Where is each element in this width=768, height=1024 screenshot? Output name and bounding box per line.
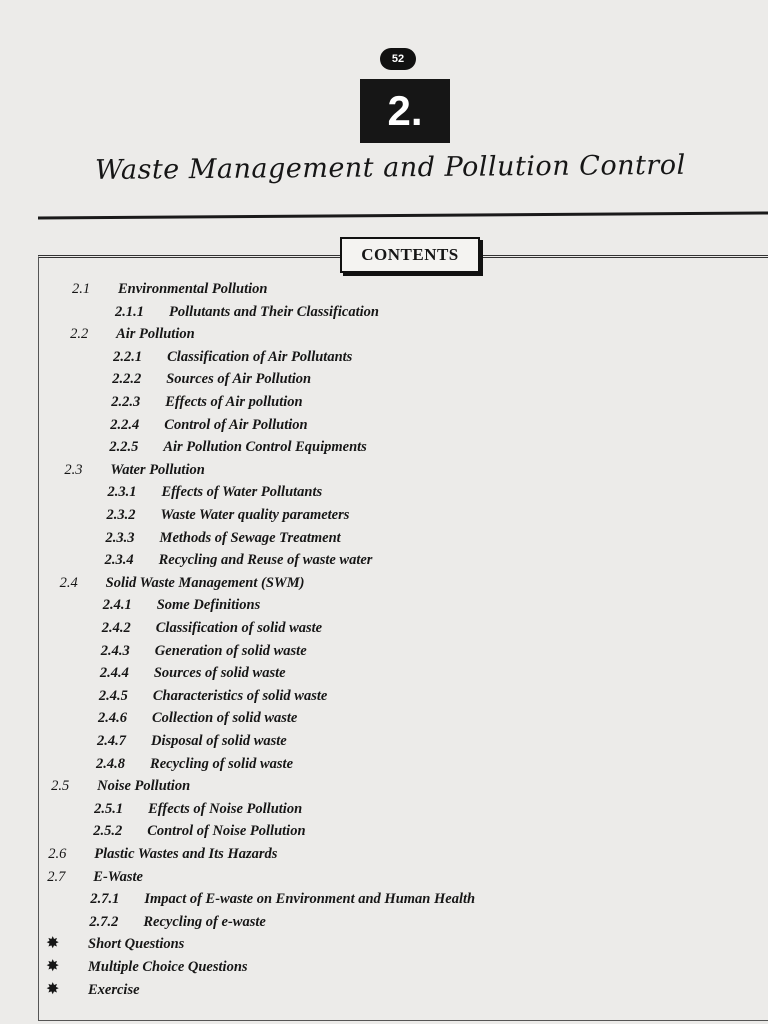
toc-entry-number: 2.7.2 — [89, 913, 119, 930]
toc-entry-title: Sources of solid waste — [153, 665, 286, 682]
toc-entry-title: Short Questions — [88, 936, 185, 953]
toc-entry-number: 2.4.2 — [101, 620, 131, 636]
contents-heading: CONTENTS — [340, 237, 480, 273]
toc-entry — [112, 370, 311, 388]
page-number: 52 — [380, 48, 416, 70]
toc-entry-number: 2.3.4 — [104, 552, 134, 569]
toc-entry — [101, 642, 307, 660]
toc-entry-number: 2.1 — [72, 281, 91, 297]
toc-entry-title: Generation of solid waste — [154, 642, 307, 659]
toc-entry-title: Effects of Noise Pollution — [148, 800, 303, 817]
toc-entry — [46, 958, 248, 976]
toc-entry-number: 2.4.3 — [100, 642, 130, 659]
toc-entry-title: Noise Pollution — [97, 778, 191, 795]
toc-entry-number: 2.1.1 — [115, 303, 145, 320]
toc-entry-title: Recycling of solid waste — [150, 755, 294, 772]
toc-entry-title: Some Definitions — [156, 597, 261, 614]
toc-entry-number: 2.4 — [59, 574, 78, 591]
toc-entry — [89, 913, 265, 931]
toc-entry-number: 2.5 — [51, 778, 70, 795]
toc-entry-title: Impact of E-waste on Environment and Human Health — [144, 891, 476, 908]
toc-entry — [109, 438, 366, 456]
toc-entry-title: Sources of Air Pollution — [166, 371, 312, 388]
toc-entry-title: Air Pollution Control Equipments — [163, 439, 367, 456]
toc-entry-title: Plastic Wastes and Its Hazards — [94, 846, 278, 862]
toc-entry — [47, 868, 143, 886]
toc-entry-number: 2.3.3 — [105, 529, 135, 546]
chapter-title: Waste Management and Pollution Control — [94, 149, 686, 186]
toc-entry-number: 2.5.1 — [94, 800, 124, 817]
toc-entry — [111, 393, 302, 411]
toc-entry — [72, 280, 267, 298]
toc-entry — [51, 777, 190, 795]
toc-entry-title: Multiple Choice Questions — [88, 959, 248, 975]
toc-entry-title: Effects of Water Pollutants — [161, 484, 323, 501]
toc-entry — [64, 461, 204, 479]
toc-entry — [96, 755, 293, 773]
toc-entry — [60, 574, 305, 592]
toc-entry — [94, 800, 302, 818]
toc-entry — [70, 325, 195, 343]
toc-entry — [106, 529, 341, 547]
toc-entry — [105, 551, 373, 569]
toc-entry-number: 2.7.1 — [90, 891, 120, 908]
toc-entry — [99, 687, 327, 705]
toc-entry-title: Classification of solid waste — [155, 620, 323, 636]
toc-entry — [93, 822, 305, 840]
toc-entry-number: 2.7 — [47, 868, 66, 885]
toc-entry — [46, 981, 140, 999]
toc-entry-title: Methods of Sewage Treatment — [159, 529, 341, 546]
toc-entry-number: 2.2.2 — [112, 371, 142, 388]
toc-entry — [90, 890, 475, 908]
toc-entry — [98, 709, 297, 727]
toc-entry-number: 2.3.1 — [107, 484, 137, 501]
toc-entry-title: Recycling and Reuse of waste water — [158, 552, 373, 569]
toc-entry-number: 2.4.1 — [102, 597, 132, 614]
toc-entry-title: Exercise — [88, 981, 140, 998]
toc-entry-number: 2.5.2 — [93, 823, 123, 840]
chapter-number: 2. — [360, 79, 450, 143]
toc-entry-title: Solid Waste Management (SWM) — [105, 574, 305, 591]
toc-entry-title: Control of Noise Pollution — [147, 823, 306, 840]
toc-entry — [97, 732, 287, 750]
toc-entry — [107, 483, 322, 501]
toc-entry — [107, 506, 350, 524]
toc-entry-number: 2.2 — [70, 326, 89, 343]
toc-entry-title: Air Pollution — [116, 326, 195, 343]
bullet-icon: ✸ — [46, 958, 60, 975]
toc-entry-title: Effects of Air pollution — [165, 394, 303, 410]
toc-entry-number: 2.6 — [48, 846, 67, 862]
toc-entry — [48, 845, 277, 863]
toc-entry — [46, 935, 184, 953]
toc-entry-number: 2.4.8 — [96, 755, 126, 772]
toc-entry-number: 2.2.5 — [109, 439, 139, 456]
toc-entry-number: 2.2.3 — [111, 394, 141, 410]
toc-entry-number: 2.4.6 — [97, 710, 127, 727]
toc-entry-number: 2.4.5 — [98, 687, 128, 704]
toc-entry-number: 2.3.2 — [106, 507, 136, 523]
toc-entry-title: E-Waste — [93, 868, 143, 885]
toc-entry-number: 2.3 — [64, 461, 83, 478]
toc-entry-number: 2.2.1 — [113, 348, 143, 365]
toc-entry — [103, 596, 261, 614]
toc-entry-title: Disposal of solid waste — [151, 733, 287, 749]
toc-entry-title: Environmental Pollution — [118, 281, 268, 297]
toc-entry-number: 2.4.7 — [97, 733, 126, 749]
toc-entry-title: Characteristics of solid waste — [152, 687, 328, 704]
toc-entry-title: Control of Air Pollution — [164, 416, 308, 433]
toc-entry-title: Pollutants and Their Classification — [169, 303, 379, 320]
toc-entry — [113, 348, 352, 366]
toc-entry-title: Water Pollution — [110, 461, 205, 478]
bullet-icon: ✸ — [46, 935, 60, 953]
toc-entry-number: 2.2.4 — [110, 416, 140, 433]
toc-entry-number: 2.4.4 — [99, 665, 129, 682]
toc-entry — [115, 303, 379, 321]
toc-entry-title: Collection of solid waste — [151, 710, 298, 727]
toc-entry-title: Waste Water quality parameters — [160, 507, 350, 523]
bullet-icon: ✸ — [46, 980, 60, 998]
toc-entry-title: Recycling of e-waste — [143, 913, 266, 930]
toc-entry-title: Classification of Air Pollutants — [167, 348, 353, 365]
toc-entry — [102, 619, 322, 637]
toc-entry — [110, 416, 307, 434]
toc-entry — [100, 664, 286, 682]
